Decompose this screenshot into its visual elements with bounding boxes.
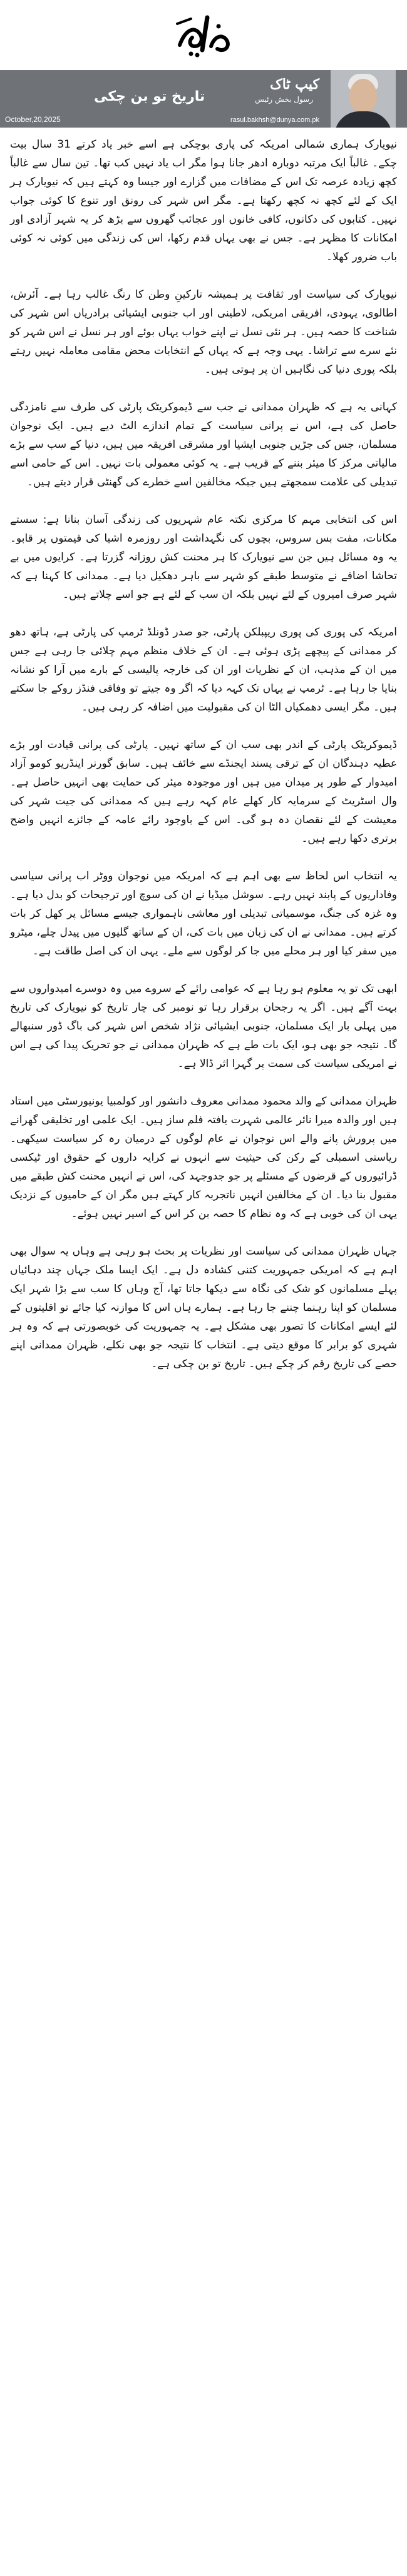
dunya-logo-icon bbox=[170, 3, 237, 66]
column-banner bbox=[0, 70, 407, 128]
article-body bbox=[10, 135, 397, 1392]
author-email: rasul.bakhsh@dunya.com.pk bbox=[230, 116, 319, 124]
author-photo bbox=[331, 70, 396, 128]
masthead bbox=[0, 0, 407, 69]
paragraph: ڈیموکریٹک پارٹی کے اندر بھی سب ان کے ساتھ نہیں۔ پارٹی کی پرانی قیادت اور بڑے عطیہ دہندگان ان کے ترقی پسند ایجنڈے سے خائف ہیں۔ سابق گورنر اینڈریو کومو آزاد امیدوار کے طور پر میدان میں ہیں اور موجودہ میئر کی حمایت بھی انہیں حاصل ہے۔ وال اسٹریٹ کے سرمایہ کار کھلے عام کہہ رہے ہیں کہ ممدانی کی جیت شہر کی معیشت کے لئے نقصان دہ ہو گی۔ اس کے باوجود رائے عامہ کے جائزے انہیں واضح برتری دکھا رہے ہیں۔ bbox=[10, 739, 397, 845]
paragraph: امریکہ کی پوری کی پوری ریپبلکن پارٹی، جو صدر ڈونلڈ ٹرمپ کی پارٹی ہے، ہاتھ دھو کر ممدانی کے پیچھے پڑی ہوئی ہے۔ ان کے خلاف منظم مہم چلائی جا رہی ہے جس میں ان کے مذہب، ان کے نظریات اور ان کی خارجہ پالیسی کے بارے میں آرا کو نشانہ بنایا جا رہا ہے۔ ٹرمپ نے یہاں تک کہہ دیا کہ اگر وہ جیتے تو وفاقی فنڈز روکے جا سکتے ہیں۔ مگر ایسی دھمکیاں الٹا ان کی مقبولیت میں اضافہ کر رہی ہیں۔ bbox=[10, 626, 397, 714]
paragraph: ظہران ممدانی کے والد محمود ممدانی معروف دانشور اور کولمبیا یونیورسٹی میں استاد ہیں اور والدہ میرا نائر عالمی شہرت یافتہ فلم ساز ہیں۔ ایک علمی اور تخلیقی گھرانے میں پرورش پانے والے اس نوجوان نے عام لوگوں کے درمیان رہ کر سیاست سیکھی۔ ریاستی اسمبلی کے رکن کی حیثیت سے انہوں نے کرایہ داروں کے حقوق اور ٹیکسی ڈرائیوروں کے قرضوں کے مسئلے پر جو جدوجہد کی، اس نے انہیں محنت کش طبقے میں مقبول بنا دیا۔ ان کے مخالفین انہیں ناتجربہ کار کہتے ہیں مگر ان کے حامیوں کے نزدیک یہی ان کی خوبی ہے کہ وہ نظام کا حصہ بن کر اس کے اسیر نہیں ہوئے۔ bbox=[10, 1095, 397, 1220]
article-title: تاریخ تو بن چکی bbox=[94, 89, 205, 104]
paragraph: یہ انتخاب اس لحاظ سے بھی اہم ہے کہ امریکہ میں نوجوان ووٹر اب پرانی سیاسی وفاداریوں کے پابند نہیں رہے۔ سوشل میڈیا نے ان کی سوچ اور ترجیحات کو بدل دیا ہے۔ وہ غزہ کی جنگ، موسمیاتی تبدیلی اور معاشی ناہمواری جیسے مسائل پر کھل کر بات کرتے ہیں۔ ممدانی نے ان کی زبان میں بات کی، ان کے ساتھ گلیوں میں پیدل چلے، میٹرو میں سفر کیا اور ہر محلے میں جا کر لوگوں سے ملے۔ یہی ان کی اصل طاقت ہے۔ bbox=[10, 870, 397, 957]
paragraph: کہانی یہ ہے کہ ظہران ممدانی نے جب سے ڈیموکریٹک پارٹی کی طرف سے نامزدگی حاصل کی ہے، اس نے پرانی سیاست کے تمام اندازے الٹ دیے ہیں۔ ایک نوجوان مسلمان، جس کی جڑیں جنوبی ایشیا اور مشرقی افریقہ میں ہیں، دنیا کے سب سے بڑے مالیاتی مرکز کا میئر بننے کے قریب ہے۔ یہ کوئی معمولی بات نہیں۔ اس کے حامی اسے تبدیلی کی علامت سمجھتے ہیں جبکہ مخالفین اسے خطرے کی گھنٹی قرار دیتے ہیں۔ bbox=[10, 401, 397, 488]
paragraph: ابھی تک تو یہ معلوم ہو رہا ہے کہ عوامی رائے کے سروے میں وہ دوسرے امیدواروں سے بہت آگے ہیں۔ اگر یہ رجحان برقرار رہا تو نومبر کی چار تاریخ کو نیویارک کی تاریخ میں پہلی بار ایک مسلمان، جنوبی ایشیائی نژاد شخص اس شہر کی باگ ڈور سنبھالے گا۔ نتیجہ جو بھی ہو، ایک بات طے ہے کہ ظہران ممدانی نے جو تحریک پیدا کی ہے اس نے امریکی سیاست کی سمت پر گہرا اثر ڈالا ہے۔ bbox=[10, 982, 397, 1070]
author-name: رسول بخش رئیس bbox=[255, 95, 313, 104]
paragraph: اس کی انتخابی مہم کا مرکزی نکتہ عام شہریوں کی زندگی آسان بنانا ہے: سستے مکانات، مفت بس سروس، بچوں کی نگہداشت اور روزمرہ اشیا کی قیمتوں پر قابو۔ یہ وہ مسائل ہیں جن سے نیویارک کا ہر محنت کش روزانہ گزرتا ہے۔ کرایوں میں بے تحاشا اضافے نے متوسط طبقے کو شہر سے باہر دھکیل دیا ہے۔ ممدانی کا کہنا ہے کہ شہر صرف امیروں کے لئے نہیں بلکہ ان سب کے لئے ہے جو اسے چلاتے ہیں۔ bbox=[10, 513, 397, 601]
paragraph: نیویارک کی سیاست اور ثقافت پر ہمیشہ تارکینِ وطن کا رنگ غالب رہا ہے۔ آئرش، اطالوی، یہودی، افریقی امریکی، لاطینی اور اب جنوبی ایشیائی برادریاں اس شہر کی شناخت کا حصہ ہیں۔ ہر نئی نسل نے اپنے خواب یہاں بوئے اور ہر نسل نے اس شہر کو نئے سرے سے تراشا۔ یہی وجہ ہے کہ یہاں کے انتخابات محض مقامی معاملہ نہیں رہتے بلکہ پوری دنیا کی نگاہیں ان پر ہوتی ہیں۔ bbox=[10, 288, 397, 376]
publish-date: October,20,2025 bbox=[5, 115, 61, 124]
paragraph: نیویارک ہماری شمالی امریکہ کی پاری بوچکی ہے اسے خبر یاد کرتے 31 سال بیت چکے۔ غالباً ایک مرتبہ دوبارہ ادھر جانا ہوا مگر اب یاد نہیں کب تھا۔ تین سال سے غالباً کچھ زیادہ عرصہ تک اس کے مضافات میں گزارے اور جیسا وہ کہتے ہیں کہ نیویارک ہر ایک کے لئے کچھ نہ کچھ رکھتا ہے۔ مگر اس شہر کی رونق اور تنوع کا کوئی جواب نہیں۔ کتابوں کی دکانوں، کافی خانوں اور عجائب گھروں سے بڑھ کر یہ شہر آزادی اور امکانات کا مظہر ہے۔ جس نے بھی یہاں قدم رکھا، اس کی زندگی میں کوئی نہ کوئی باب ضرور کھلا۔ bbox=[10, 138, 397, 263]
dunya-calligraphy-icon bbox=[172, 6, 235, 63]
paragraph: جہاں ظہران ممدانی کی سیاست اور نظریات پر بحث ہو رہی ہے وہاں یہ سوال بھی اہم ہے کہ امریکی جمہوریت کتنی کشادہ دل ہے۔ ایک ایسا ملک جہاں چند دہائیاں پہلے مسلمانوں کو شک کی نگاہ سے دیکھا جاتا تھا، آج وہاں کا سب سے بڑا شہر ایک مسلمان کو اپنا رہنما چننے جا رہا ہے۔ ہمارے ہاں اس کا موازنہ کیا جائے تو اقلیتوں کے لئے ایسے امکانات کا تصور بھی مشکل ہے۔ یہ جمہوریت کی خوبصورتی ہے کہ وہ ہر شہری کو برابر کا موقع دیتی ہے۔ انتخاب کا نتیجہ جو بھی نکلے، ظہران ممدانی اپنے حصے کی تاریخ رقم کر چکے ہیں۔ تاریخ تو بن چکی ہے۔ bbox=[10, 1245, 397, 1370]
column-name: کیپ ٹاک bbox=[270, 76, 319, 93]
